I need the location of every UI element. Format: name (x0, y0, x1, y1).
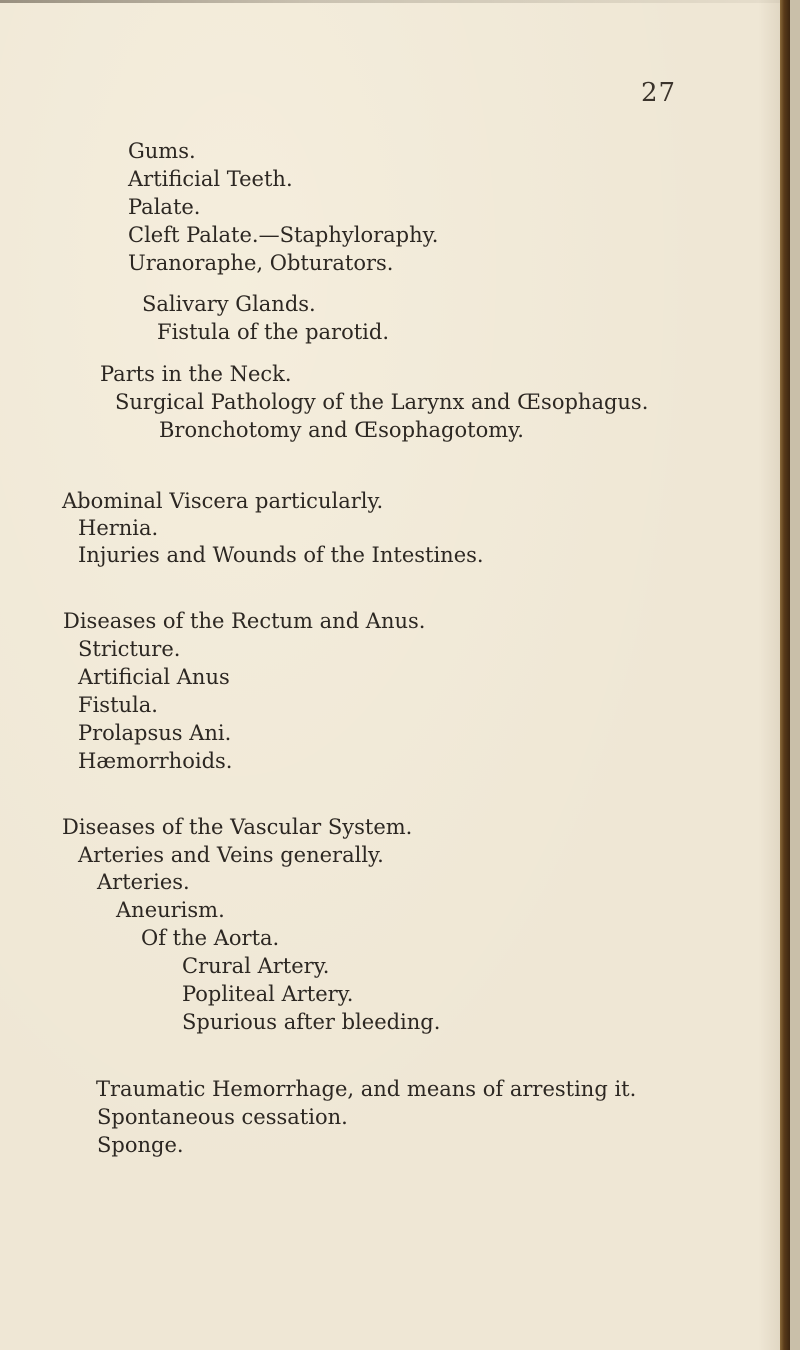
text-line: Palate. (128, 195, 201, 219)
text-line: Crural Artery. (182, 954, 330, 978)
text-line: Artificial Anus (78, 665, 230, 689)
text-line: Arteries. (97, 870, 190, 894)
text-line: Spurious after bleeding. (182, 1010, 441, 1034)
text-line: Cleft Palate.—Staphyloraphy. (128, 223, 439, 247)
text-line: Popliteal Artery. (182, 982, 354, 1006)
book-spine-edge (780, 0, 790, 1350)
text-line: Bronchotomy and Œsophagotomy. (159, 418, 524, 442)
text-line: Diseases of the Rectum and Anus. (63, 609, 426, 633)
text-line: Traumatic Hemorrhage, and means of arresting it. (96, 1077, 637, 1101)
text-line: Spontaneous cessation. (97, 1105, 348, 1129)
text-line: Gums. (128, 139, 196, 163)
text-line: Injuries and Wounds of the Intestines. (78, 543, 484, 567)
text-line: Stricture. (78, 637, 181, 661)
text-line: Fistula of the parotid. (157, 320, 390, 344)
text-line: Uranoraphe, Obturators. (128, 251, 394, 275)
text-line: Aneurism. (116, 898, 225, 922)
text-line: Artificial Teeth. (128, 167, 293, 191)
text-line: Prolapsus Ani. (78, 721, 232, 745)
text-line: Salivary Glands. (142, 292, 316, 316)
text-line: Sponge. (97, 1133, 184, 1157)
text-line: Fistula. (78, 693, 158, 717)
page-top-edge (0, 0, 790, 3)
text-line: Diseases of the Vascular System. (62, 815, 413, 839)
text-line: Parts in the Neck. (100, 362, 292, 386)
text-line: Of the Aorta. (141, 926, 280, 950)
page-number: 27 (641, 78, 677, 108)
text-line: Surgical Pathology of the Larynx and Œsophagus. (115, 390, 649, 414)
text-line: Abominal Viscera particularly. (62, 489, 384, 513)
text-line: Arteries and Veins generally. (78, 843, 384, 867)
text-line: Hernia. (78, 516, 159, 540)
text-line: Hæmorrhoids. (78, 749, 233, 773)
